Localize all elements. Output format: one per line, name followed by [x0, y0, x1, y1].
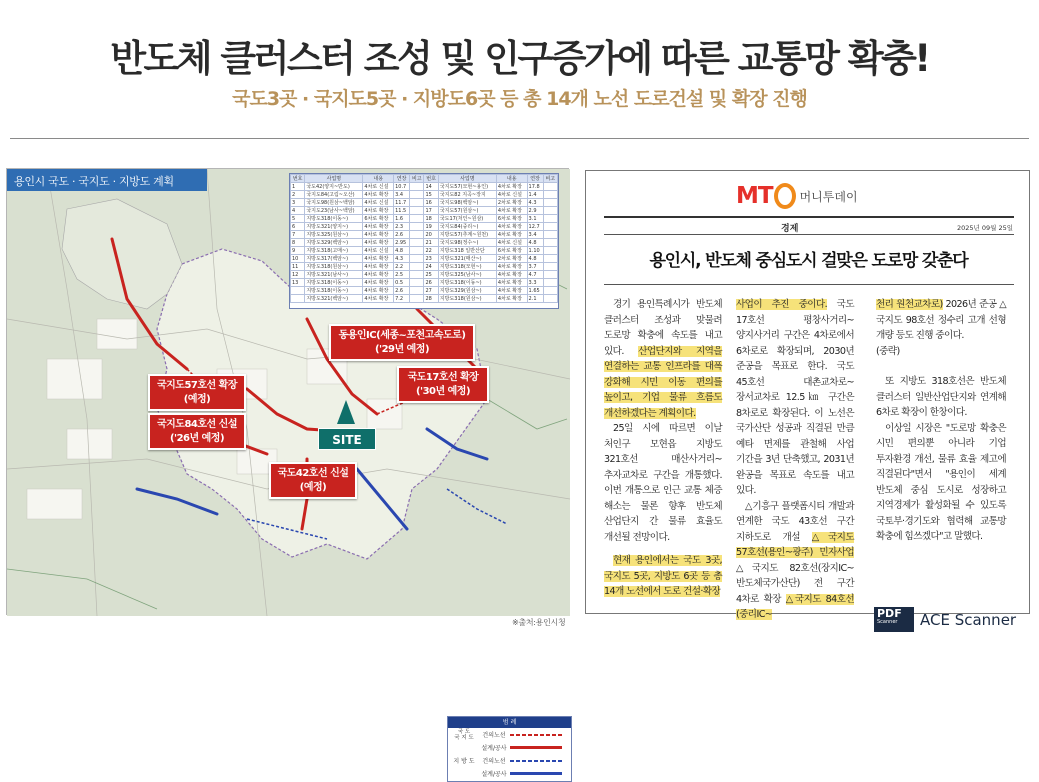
logo-ring-icon	[774, 183, 796, 209]
callout-gukjido84-year: ('26년 예정)	[169, 432, 225, 444]
newspaper-logo	[736, 181, 858, 211]
pdf-scanner-badge	[874, 607, 1016, 632]
highlighted-text: 현재 용인에서는 국도 3곳, 국지도 5곳, 지방도 6곳 등 총 14개 노선에서 도로 건설·확장	[604, 555, 722, 597]
legend-row	[448, 741, 571, 754]
legend-row	[448, 754, 571, 767]
pdf-label: PDF	[877, 607, 902, 620]
callout-dongyongin-label: 동용인IC(세종~포천고속도로)	[338, 330, 466, 341]
text-run: △기흥구 플랫폼시티 개발과 연계한 국도 43호선 구간 지하도로 개설	[736, 500, 854, 543]
news-column-1	[604, 297, 722, 600]
callout-gukjido57	[148, 374, 246, 411]
highlighted-text: 산업단지와 지역을 연결하는 교통 인프라를 대폭 강화해 시민 이동 편의를 높이고, 기업 물류 흐름도 개선하겠다는 계획이다.	[604, 345, 722, 419]
highlighted-text: 천리 원천교차로)	[876, 299, 943, 310]
legend-blue-construction-line	[510, 772, 562, 775]
logo-mt: MT	[736, 183, 773, 209]
legend-red-construction-line	[510, 746, 562, 749]
highlighted-text: 사업이 추진 중이다.	[736, 299, 828, 310]
paragraph	[736, 297, 854, 499]
legend-red-proposed-line	[510, 734, 562, 736]
text-run: 경기 용인특례시가 반도체 클러스터 조성과 맞물려 도로망 확충에 속도를 내고 있다.	[604, 299, 722, 357]
callout-gukdo42-note: (예정)	[299, 481, 327, 493]
legend-row-label: 설계/공사	[481, 745, 507, 752]
paragraph: (중략)	[876, 345, 900, 357]
highlighted-text: △국지도 57호선(용인~광주) 민자사업	[736, 531, 854, 558]
paragraph: 또 지방도 318호선은 반도체 클러스터 일반산업단지와 연계해 6차로 확장이 한창이다.	[876, 376, 1006, 418]
legend-row	[448, 767, 571, 780]
page-subtitle: 국도3곳 · 국지도5곳 · 지방도6곳 등 총 14개 노선 도로건설 및 확장 진행	[232, 88, 807, 110]
badge-text: ACE Scanner	[920, 610, 1017, 629]
highlighted-text: △국지도 84호선(중리IC~	[736, 593, 854, 620]
callout-gukdo42	[269, 462, 357, 499]
map-route-table: 번호 사업명 내용 연장 비고 번호 사업명 내용 연장 비고 1 국도42(양지~반도) 4차로 신설 10.7 14 국지도57(모현~용인) 4차로 확장 17.8 2 국지도84(고림~오산) 4차로 확장 3.4 15 국지도82 지곡~장지 4차로 신설 1.4 3 국지도98(원삼~백암) 4차로 신설 11.7 16 국지도98(백암~) 2차로 확장 4.3 4 국지도23(남사~백암) 4차로 확장 11.5 17 국지도57(원삼~) 4차로 확장 2.9 5 지방도318(이동~) 6차로 확장 1.6 18 국도17(처인~원삼) 6차로 확장 3.1 6 지방도321(양지~) 4차로 확장 2.3 19 국지도84(중리~) 4차로 확장 12.7 7 지방도325(원삼~) 4차로 확장 2.6 20 지방도57(추계~원천) 4차로 확장 3.4 8 지방도329(백암~) 4차로 확장 2.95 21 국지도98(정수~) 4차로 신설 4.8 9 지방도318(고매~) 4차로 신설 4.8 22 지방도318 일반산단 6차로 확장 1.10 10 지방도317(백암~) 4차로 확장 4.3 23 지방도321(매산~) 2차로 확장 4.8 11 지방도318(원삼~) 4차로 확장 2.2 24 지방도318(모현~) 4차로 확장 3.7 12 지방도321(남사~) 4차로 확장 2.5 25 지방도325(남사~) 4차로 확장 4.7 13 지방도318(이동~) 4차로 확장 0.5 26 지방도318(이동~) 4차로 확장 3.3 지방도318(이동~) 4차로 확장 2.6 27 지방도329(원삼~) 4차로 확장 1.65 지방도321(백암~) 4차로 확장 7.2 28 지방도318(원삼~) 4차로 확장 2.1	[289, 173, 559, 309]
news-headline: 용인시, 반도체 중심도시 걸맞은 도로망 갖춘다	[649, 251, 968, 271]
pdf-sub-label: Scanner	[877, 619, 898, 625]
callout-gukjido84-label: 국지도84호선 신설	[156, 419, 238, 430]
callout-dongyongin-year: ('29년 예정)	[374, 343, 430, 355]
paragraph: 이상일 시장은 "도로망 확충은 시민 편의뿐 아니라 기업 투자환경 개선, 물류 효율 제고에 직결된다"면서 "용인이 세계 반도체 중심 도시로 성장하고 지역경제가 활성화될 수 있도록 국토부·경기도와 협력해 교통망 확충에 힘쓰겠다"고 말했다.	[876, 422, 1006, 542]
legend-group-label: 지 방 도	[453, 758, 475, 765]
news-column-2	[736, 297, 854, 623]
news-date: 2025년 09월 25일	[956, 224, 1013, 232]
legend-blue-proposed-line	[510, 760, 562, 762]
page-title: 반도체 클러스터 조성 및 인구증가에 따른 교통망 확충!	[110, 37, 929, 80]
callout-gukdo42-label: 국도42호선 신설	[277, 468, 349, 479]
callout-dongyongin-ic	[329, 324, 475, 361]
legend-row-label: 건의노선	[482, 732, 506, 739]
rule	[604, 216, 1014, 218]
paragraph: 25일 시에 따르면 이날 처인구 모현읍 지방도 321호선 매산사거리~추자교차로 구간을 개통했다. 이번 개통으로 인근 교통 체증 해소는 물론 향후 반도체 산업단지 간 물류 효율도 개선될 전망이다.	[604, 423, 722, 543]
legend-row-label: 건의노선	[482, 758, 506, 765]
paragraph	[876, 297, 1006, 344]
legend-header: 범 례	[448, 717, 571, 728]
callout-gukdo17-label: 국도17호선 확장	[407, 372, 479, 383]
text-run: 2026년 준공 △국지도 98호선 정수리 고개 선형 개량 등도 진행 중이다.	[876, 299, 1007, 341]
map-title: 용인시 국도 · 국지도 · 지방도 계획	[7, 169, 207, 191]
source-note: ※출처:용인시청	[512, 618, 566, 627]
rule	[604, 284, 1014, 285]
map-legend	[447, 716, 572, 782]
text-run: △국지도 82호선(장지IC~반도체국가산단) 전 구간 4차로 확장	[736, 562, 854, 605]
callout-gukjido84	[148, 413, 246, 450]
news-column-3	[876, 297, 1006, 545]
text-run: 국도 17호선 평창사거리~양지사거리 구간은 4차로에서 6차로로 확장되며, 2030년 준공을 목표로 한다. 국도 45호선 대촌교차로~장서교차로 12.5㎞ 구간은 8차로로 확장된다. 이 노선은 국가산단 성공과 직결된 만큼 예타 면제를 관철해 사업 기간을 3년 단축했고, 2031년 완공을 목표로 속도를 내고 있다.	[736, 299, 854, 496]
rule	[604, 234, 1014, 235]
logo-name: 머니투데이	[799, 189, 858, 204]
callout-gukjido57-note: (예정)	[183, 393, 211, 405]
site-marker: SITE	[318, 428, 376, 450]
paragraph	[604, 553, 722, 600]
legend-group-label: 국 도 국 지 도	[454, 728, 474, 741]
pdf-icon	[874, 607, 914, 632]
divider	[10, 138, 1029, 139]
callout-gukjido57-label: 국지도57호선 확장	[156, 380, 238, 391]
legend-row-label: 설계/공사	[481, 771, 507, 778]
callout-gukdo17-year: ('30년 예정)	[415, 385, 471, 397]
legend-row	[448, 728, 571, 741]
paragraph	[604, 297, 722, 421]
paragraph	[736, 499, 854, 623]
site-pointer-icon	[337, 400, 355, 424]
callout-gukdo17	[397, 366, 489, 403]
news-section: 경제	[781, 224, 799, 234]
